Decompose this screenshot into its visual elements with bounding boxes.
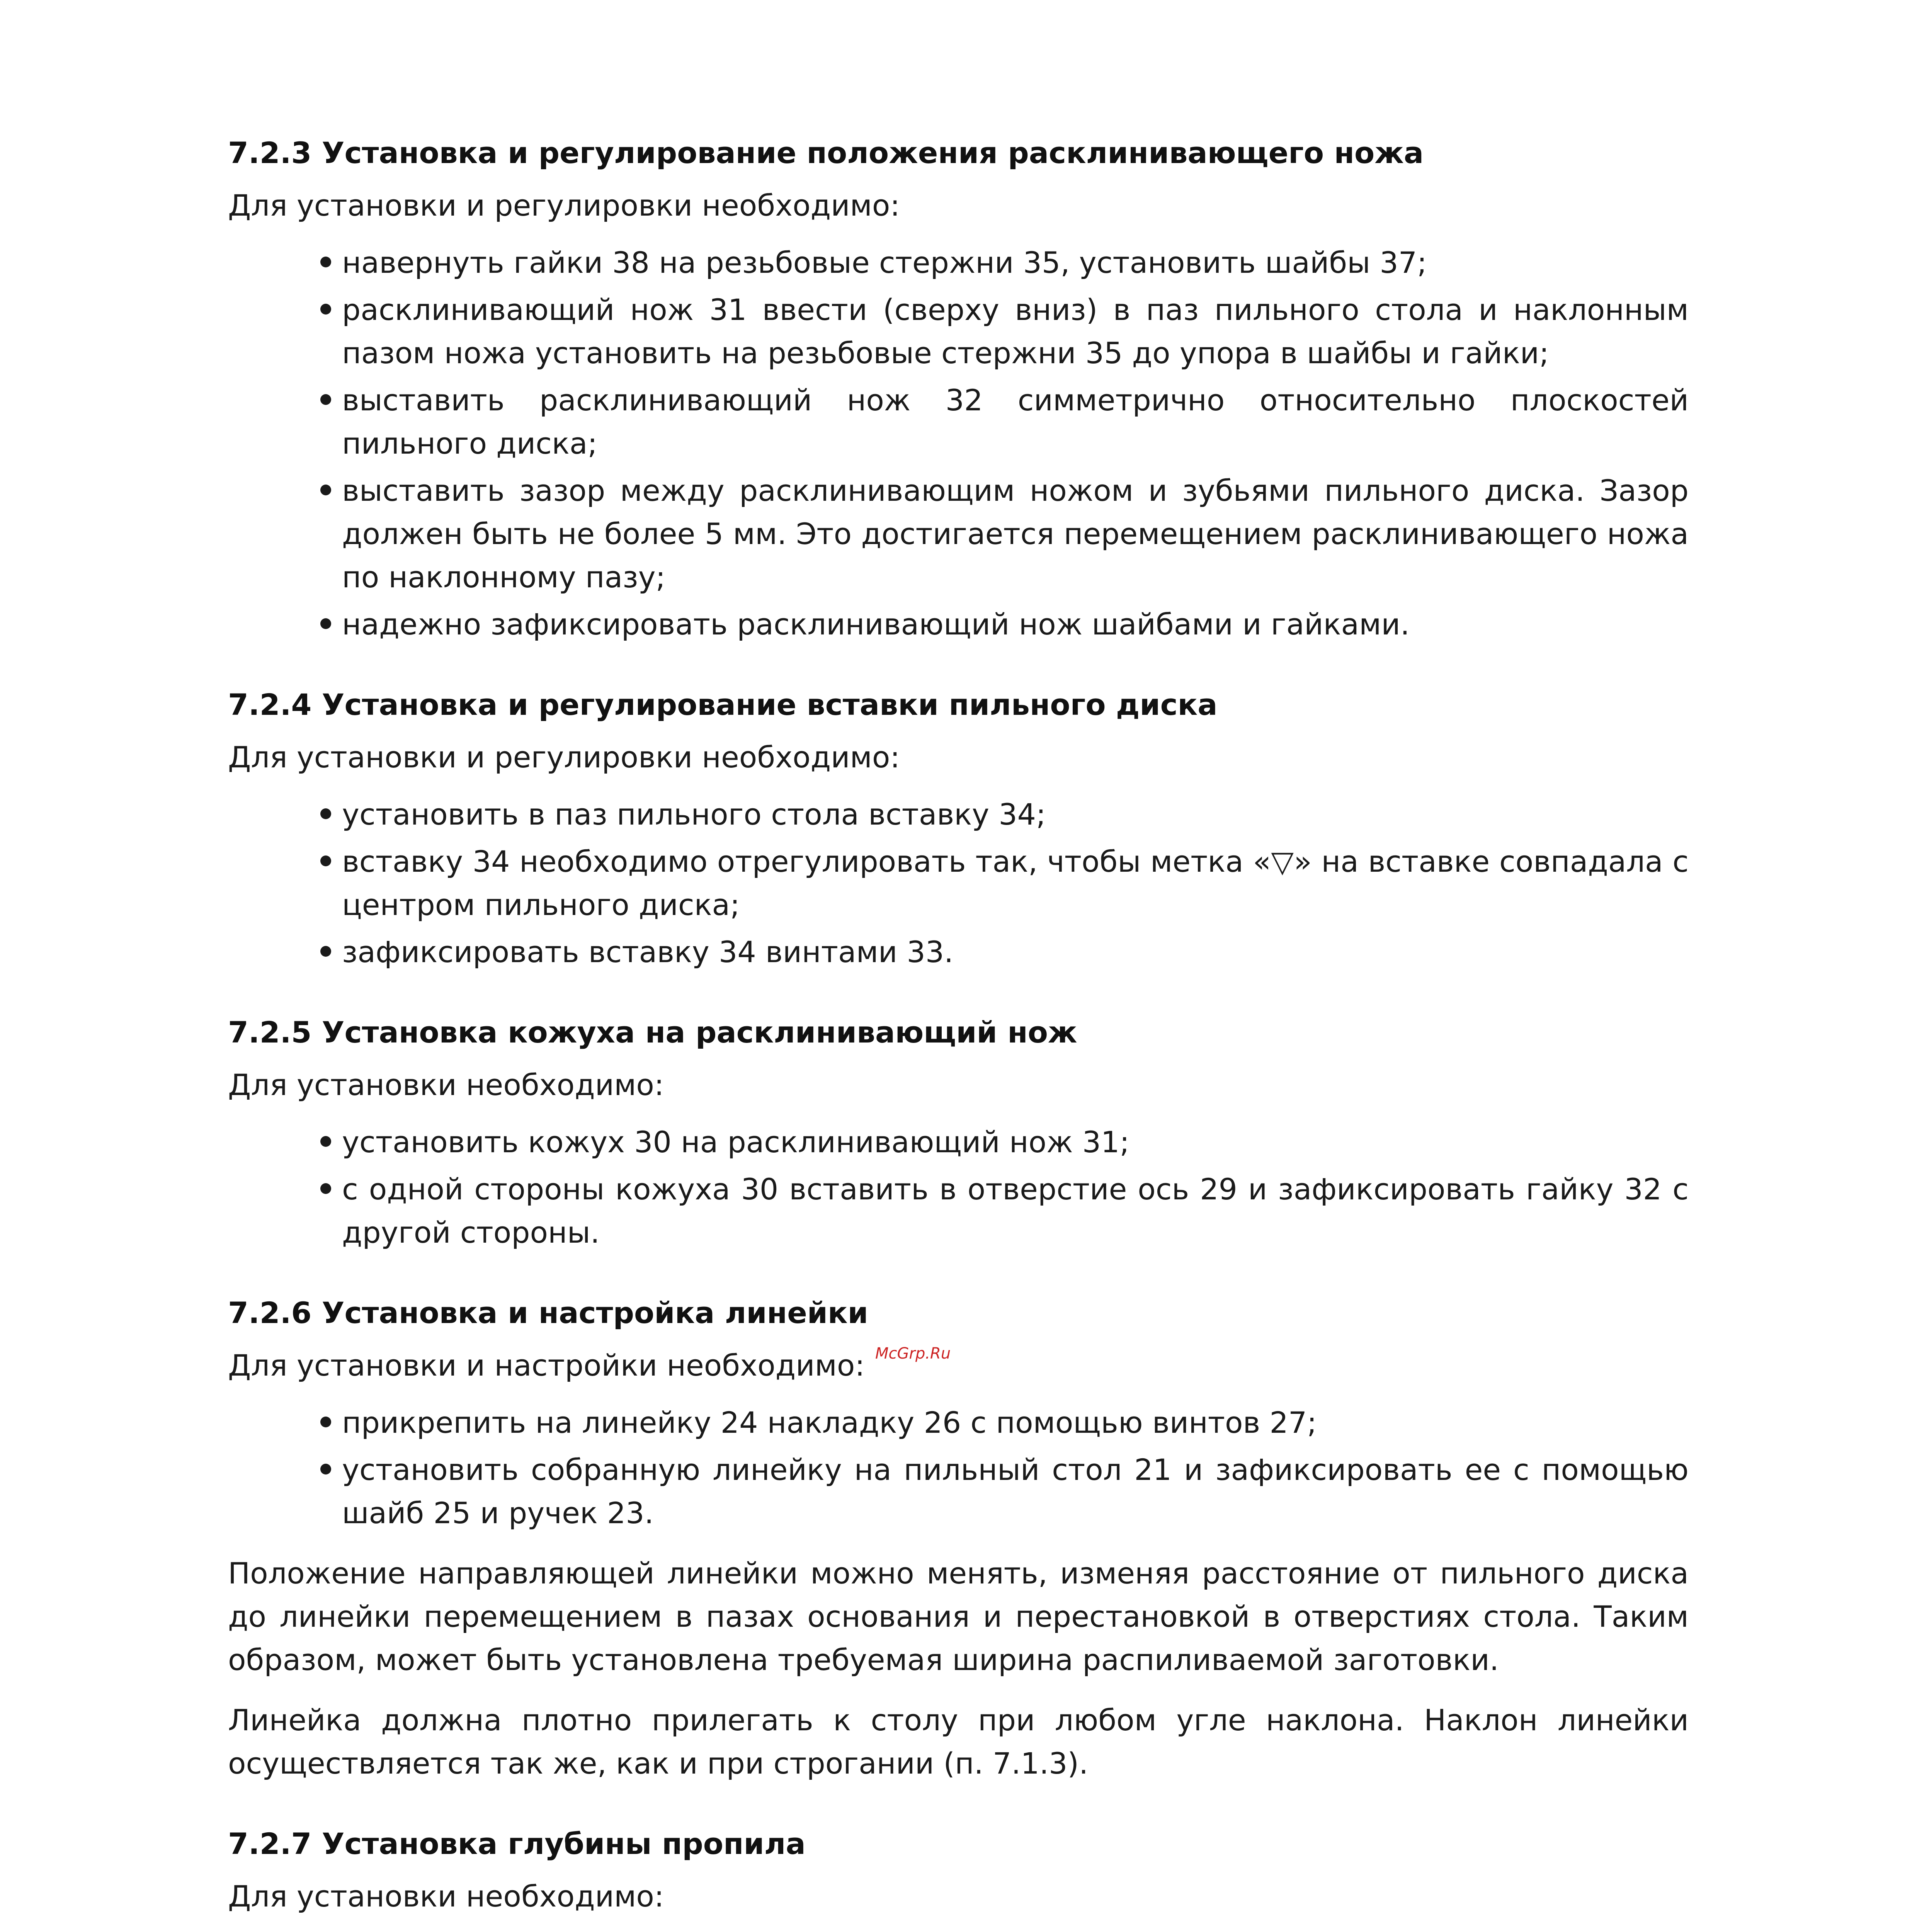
section-heading: 7.2.7 Установка глубины пропила [228,1827,806,1861]
section-intro: Для установки и регулировки необходимо: [228,188,900,223]
section-heading: 7.2.5 Установка кожуха на расклинивающий нож [228,1015,1077,1049]
list-item: выставить зазор между расклинивающим ножом и зубьями пильного диска. Зазор должен быть не более 5 мм. Это достигается перемещением расклинивающего ножа по наклонному пазу; [342,469,1689,599]
section-7-2-4 [228,683,1689,974]
body-paragraph: Линейка должна плотно прилегать к столу при любом угле наклона. Наклон линейки осуществляется так же, как и при строгании (п. 7.1.3). [228,1703,1689,1781]
bullet-list [228,1401,1689,1535]
list-item: с одной стороны кожуха 30 вставить в отверстие ось 29 и зафиксировать гайку 32 с другой стороны. [342,1168,1689,1254]
bullet-list [228,241,1689,646]
list-item: выставить расклинивающий нож 32 симметрично относительно плоскостей пильного диска; [342,379,1689,465]
section-heading: 7.2.4 Установка и регулирование вставки пильного диска [228,687,1218,722]
bullet-list [228,793,1689,974]
section-7-2-7 [228,1822,1689,1932]
list-item: надежно зафиксировать расклинивающий нож шайбами и гайками. [342,603,1689,646]
list-item: установить в паз пильного стола вставку 34; [342,793,1689,836]
document-body [228,131,1689,1932]
section-7-2-3 [228,131,1689,646]
section-heading: 7.2.3 Установка и регулирование положения расклинивающего ножа [228,136,1424,170]
list-item: установить собранную линейку на пильный стол 21 и зафиксировать ее с помощью шайб 25 и ручек 23. [342,1448,1689,1535]
section-intro: Для установки необходимо: [228,1879,664,1913]
list-item: зафиксировать вставку 34 винтами 33. [342,930,1689,974]
watermark: McGrp.Ru [875,1345,951,1362]
section-intro: Для установки и регулировки необходимо: [228,740,900,774]
body-paragraph: Положение направляющей линейки можно менять, изменяя расстояние от пильного диска до линейки перемещением в пазах основания и перестановкой в отверстиях стола. Таким образом, может быть установлена требуемая ширина распиливаемой заготовки. [228,1556,1689,1677]
section-7-2-6 [228,1291,1689,1785]
section-heading: 7.2.6 Установка и настройка линейки [228,1296,868,1330]
section-7-2-5 [228,1011,1689,1254]
section-intro: Для установки и настройки необходимо: [228,1348,865,1383]
list-item: установить кожух 30 на расклинивающий нож 31; [342,1121,1689,1164]
list-item: вставку 34 необходимо отрегулировать так, чтобы метка «▽» на вставке совпадала с центром пильного диска; [342,840,1689,927]
list-item: прикрепить на линейку 24 накладку 26 с помощью винтов 27; [342,1401,1689,1444]
section-intro: Для установки необходимо: [228,1068,664,1102]
list-item: навернуть гайки 38 на резьбовые стержни 35, установить шайбы 37; [342,241,1689,284]
bullet-list [228,1121,1689,1254]
list-item: расклинивающий нож 31 ввести (сверху вниз) в паз пильного стола и наклонным пазом ножа установить на резьбовые стержни 35 до упора в шайбы и гайки; [342,288,1689,375]
